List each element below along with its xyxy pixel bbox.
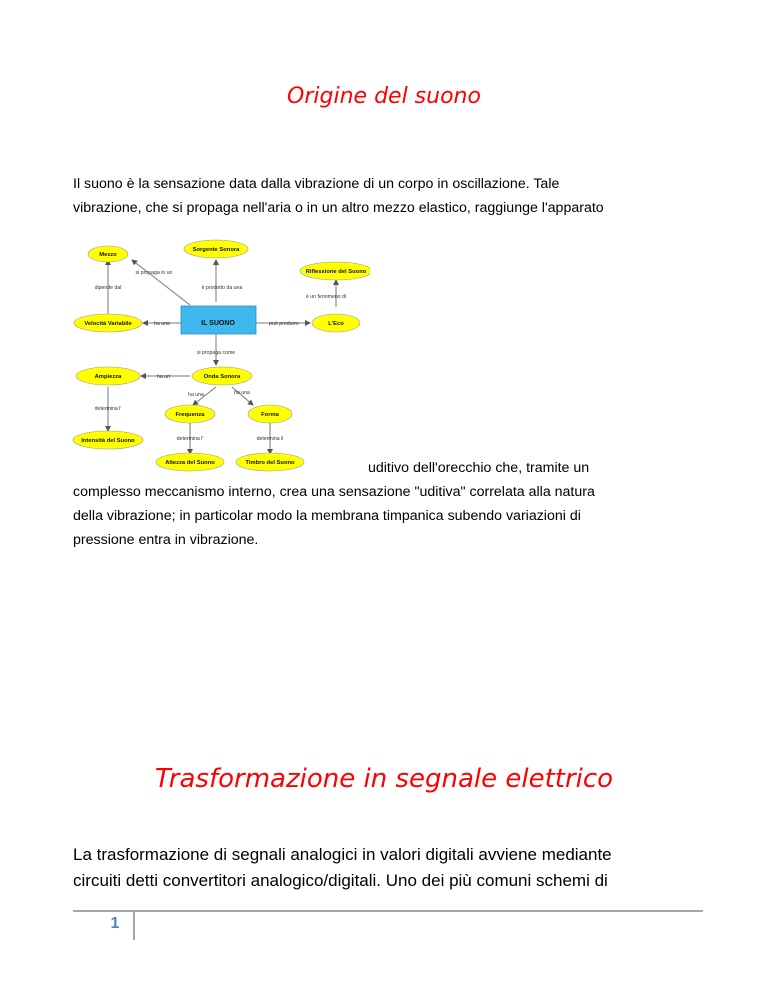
text-line: vibrazione, che si propaga nell'aria o in un altro mezzo elastico, raggiunge l'apparato (73, 200, 604, 216)
node-timbro: Timbro del Suono (245, 460, 295, 466)
paragraph-origine-intro (73, 172, 713, 220)
node-center: IL SUONO (201, 320, 235, 327)
link-label: si propaga in un (135, 270, 173, 276)
node-intensita: Intensità del Suono (81, 438, 135, 444)
node-forma: Forma (261, 412, 279, 418)
node-frequenza: Frequenza (175, 412, 205, 418)
link-label: determina l' (94, 406, 122, 412)
text-line: uditivo dell'orecchio che, tramite un (368, 460, 590, 476)
node-riflessione: Riflessione del Suono (305, 269, 367, 275)
concept-map-link-labels (95, 270, 346, 442)
text-line: circuiti detti convertitori analogico/digitali. Uno dei più comuni schemi di (73, 871, 608, 890)
link-label: ha un' (157, 374, 171, 380)
paragraph-origine-continued (73, 456, 713, 552)
text-line: della vibrazione; in particolar modo la membrana timpanica subendo variazioni di (73, 508, 581, 524)
concept-map-diagram (70, 232, 370, 472)
link-label: ha una (234, 390, 250, 396)
link-label: può produrre (269, 321, 299, 327)
page-number: 1 (110, 915, 120, 932)
text-line: La trasformazione di segnali analogici in valori digitali avviene mediante (73, 845, 612, 864)
node-velocita: Velocità Variabile (84, 321, 132, 327)
link-label: ha una (154, 321, 170, 327)
text-line: Il suono è la sensazione data dalla vibrazione di un corpo in oscillazione. Tale (73, 176, 560, 192)
text-line: pressione entra in vibrazione. (73, 532, 259, 548)
node-sorgente: Sorgente Sonora (192, 247, 240, 253)
node-altezza: Altezza del Suono (165, 460, 215, 466)
link-label: determina l' (176, 436, 204, 442)
node-eco: L'Eco (328, 321, 344, 327)
link-label: dipende dal (94, 285, 122, 291)
section-title-origine: Origine del suono (287, 84, 481, 109)
node-mezzo: Mezzo (99, 252, 117, 258)
link-label: è un fenomeno di (305, 294, 347, 300)
link-label: è prodotto da una (201, 285, 243, 291)
section-title-trasformazione: Trasformazione in segnale elettrico (154, 764, 614, 794)
node-ampiezza: Ampiezza (94, 374, 122, 380)
node-onda: Onda Sonora (203, 374, 241, 380)
link-label: determina il (256, 436, 284, 442)
text-line: complesso meccanismo interno, crea una sensazione "uditiva" correlata alla natura (73, 484, 595, 500)
footer-rule (73, 910, 703, 912)
link-label: si propaga come (196, 350, 236, 356)
paragraph-trasformazione (73, 842, 713, 894)
link-label: ha una (188, 392, 204, 398)
footer-divider (133, 912, 135, 940)
